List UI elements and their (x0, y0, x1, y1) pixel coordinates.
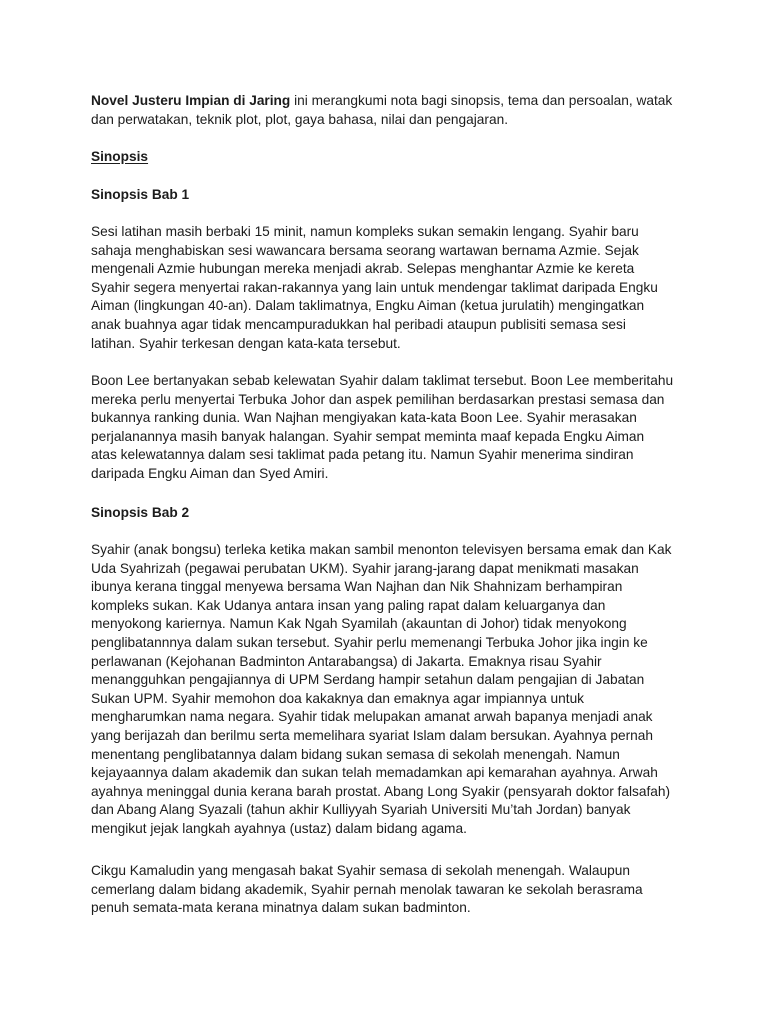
paragraph-line: yang berijazah dan berilmu serta memelihara syariat Islam dalam bersukan. Ayahnya pernah (91, 727, 653, 743)
intro-text: ini merangkumi nota bagi sinopsis, tema dan persoalan, watak (294, 93, 673, 108)
chapter-heading-text: Sinopsis Bab 1 (91, 187, 190, 202)
paragraph-line: Sukan UPM. Syahir memohon doa kakaknya dan emaknya agar impiannya untuk (91, 690, 585, 706)
paragraph (91, 862, 711, 918)
paragraph-line: penglibatannnya dalam sukan tersebut. Syahir perlu memenangi Terbuka Johor jika ingin ke (91, 634, 648, 650)
paragraph-line: menangguhkan pengajiannya di UPM Serdang hampir setahun dalam pengajian di Jabatan (91, 672, 645, 688)
paragraph-line: Syahir segera menyertai rakan-rakannya yang lain untuk mendengar taklimat daripada Engku (91, 279, 658, 295)
paragraph-line: ayahnya meninggal dunia kerana barah prostat. Abang Long Syakir (pensyarah doktor falsafah) (91, 783, 671, 799)
section-heading-text: Sinopsis (91, 149, 149, 164)
paragraph-line: menyokong kariernya. Namun Kak Ngah Syamilah (akauntan di Johor) tidak menyokong (91, 616, 627, 632)
intro-paragraph (91, 92, 711, 129)
paragraph-line: latihan. Syahir terkesan dengan kata-kata tersebut. (91, 335, 401, 351)
paragraph (91, 223, 711, 353)
paragraph-line: anak buahnya agar tidak mencampuradukkan hal peribadi ataupun publisiti semasa sesi (91, 316, 626, 332)
paragraph-line: daripada Engku Aiman dan Syed Amiri. (91, 465, 329, 481)
paragraph-line: perjalanannya masih banyak halangan. Syahir sempat meminta maaf kepada Engku Aiman (91, 428, 645, 444)
paragraph-line: Cikgu Kamaludin yang mengasah bakat Syahir semasa di sekolah menengah. Walaupun (91, 863, 630, 878)
paragraph-line: kejayaannya dalam akademik dan sukan telah memadamkan api kemarahan ayahnya. Arwah (91, 765, 658, 781)
paragraph-line: kompleks sukan. Kak Udanya antara insan yang paling rapat dalam keluarganya dan (91, 597, 606, 613)
paragraph-line: mengharumkan nama negara. Syahir tidak melupakan amanat arwah bapanya menjadi anak (91, 709, 653, 725)
paragraph-line: Aiman (lingkungan 40-an). Dalam taklimatnya, Engku Aiman (ketua jurulatih) mengingatkan (91, 298, 645, 314)
paragraph-line: menentang penglibatannya dalam bidang sukan semasa di sekolah menengah. Namun (91, 746, 620, 762)
paragraph-line: dan Abang Alang Syazali (tahun akhir Kulliyyah Syariah Universiti Mu’tah Jordan) banyak (91, 802, 631, 818)
paragraph-line: cemerlang dalam bidang akademik, Syahir pernah menolak tawaran ke sekolah berasrama (91, 881, 643, 897)
paragraph-line: perlawanan (Kejohanan Badminton Antarabangsa) di Jakarta. Emaknya risau Syahir (91, 653, 602, 669)
paragraph-line: sahaja menghabiskan sesi wawancara bersama seorang wartawan bernama Azmie. Sejak (91, 242, 639, 258)
novel-title: Novel Justeru Impian di Jaring (91, 93, 291, 108)
paragraph-line: Boon Lee bertanyakan sebab kelewatan Syahir dalam taklimat tersebut. Boon Lee memberitahu (91, 373, 674, 388)
paragraph-line: atas kelewatannya dalam sesi taklimat pada petang itu. Namun Syahir menerima sindiran (91, 447, 634, 463)
paragraph-line: Syahir (anak bongsu) terleka ketika makan sambil menonton televisyen bersama emak dan Kak (91, 542, 672, 557)
paragraph-line: bukannya ranking dunia. Wan Najhan mengiyakan kata-kata Boon Lee. Syahir merasakan (91, 410, 637, 426)
paragraph (91, 372, 711, 484)
intro-line-2: dan perwatakan, teknik plot, plot, gaya bahasa, nilai dan pengajaran. (91, 111, 509, 127)
section-heading-sinopsis (91, 148, 711, 167)
paragraph-line: penuh semata-mata kerana minatnya dalam sukan badminton. (91, 900, 471, 916)
paragraph-line: Uda Syahrizah (pegawai perubatan UKM). Syahir jarang-jarang dapat menikmati masakan (91, 560, 639, 576)
intro-line-1 (91, 92, 711, 111)
paragraph (91, 541, 711, 839)
chapter-heading-bab-1 (91, 186, 711, 205)
paragraph-line: Sesi latihan masih berbaki 15 minit, namun kompleks sukan semakin lengang. Syahir baru (91, 224, 639, 239)
chapter-heading-bab-2 (91, 504, 711, 523)
paragraph-line: mengenali Azmie hubungan mereka menjadi akrab. Selepas menghantar Azmie ke kereta (91, 261, 635, 277)
chapter-heading-text: Sinopsis Bab 2 (91, 505, 190, 520)
paragraph-line: ibunya kerana tinggal menyewa bersama Wan Najhan dan Nik Shahnizam berhampiran (91, 579, 623, 595)
paragraph-line: mereka perlu menyertai Terbuka Johor dan aspek pemilihan berdasarkan prestasi semasa dan (91, 391, 665, 407)
paragraph-line: mengikut jejak langkah ayahnya (ustaz) dalam bidang agama. (91, 820, 467, 836)
